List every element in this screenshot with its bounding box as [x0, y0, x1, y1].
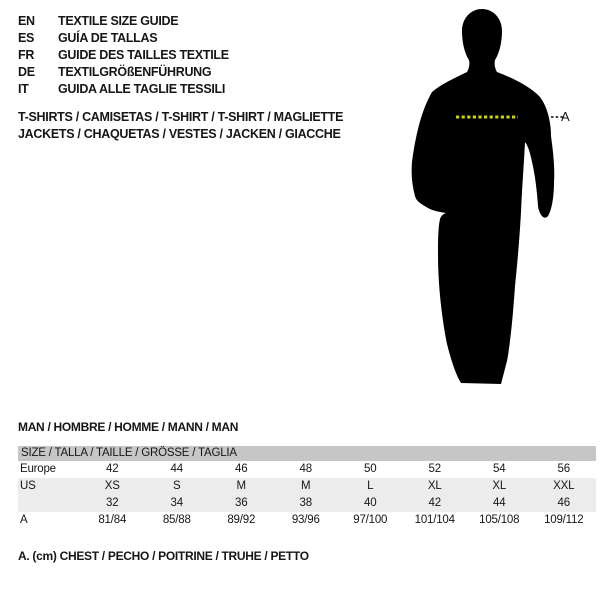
size-table-header: SIZE / TALLA / TAILLE / GRÖSSE / TAGLIA — [18, 446, 596, 461]
size-cell: 42 — [106, 463, 119, 475]
size-table — [18, 446, 596, 529]
size-cell: 52 — [428, 463, 441, 475]
size-cell: 32 — [106, 497, 119, 509]
size-cell: 89/92 — [227, 514, 256, 526]
language-title: GUÍA DE TALLAS — [58, 31, 158, 45]
size-cell: 97/100 — [353, 514, 388, 526]
section-title: MAN / HOMBRE / HOMME / MANN / MAN — [18, 420, 239, 434]
category-line-jackets: JACKETS / CHAQUETAS / VESTES / JACKEN / GIACCHE — [18, 126, 341, 141]
size-cell: 101/104 — [414, 514, 455, 526]
language-row — [18, 30, 229, 47]
language-code: DE — [18, 65, 35, 79]
measurement-footnote: A. (cm) CHEST / PECHO / POITRINE / TRUHE / PETTO — [18, 549, 309, 563]
size-cell: 93/96 — [291, 514, 320, 526]
man-silhouette — [405, 5, 565, 387]
size-cell: 81/84 — [98, 514, 127, 526]
size-cell: L — [367, 480, 374, 492]
size-cell: 54 — [493, 463, 506, 475]
language-title: TEXTILE SIZE GUIDE — [58, 14, 179, 28]
language-row — [18, 47, 229, 64]
size-cell: 40 — [364, 497, 377, 509]
language-row — [18, 64, 229, 81]
size-cell: 56 — [557, 463, 570, 475]
row-label: A — [20, 514, 28, 526]
size-cell: XL — [492, 480, 507, 492]
size-cell: 105/108 — [479, 514, 520, 526]
size-cell: 46 — [235, 463, 248, 475]
row-label: Europe — [20, 463, 56, 475]
language-code: IT — [18, 82, 29, 96]
size-cell: XS — [104, 480, 120, 492]
size-cell: 38 — [299, 497, 312, 509]
row-label: US — [20, 480, 36, 492]
size-cell: 44 — [170, 463, 183, 475]
size-cell: 85/88 — [162, 514, 191, 526]
category-line-tshirts: T-SHIRTS / CAMISETAS / T-SHIRT / T-SHIRT / MAGLIETTE — [18, 110, 344, 124]
size-cell: 44 — [493, 497, 506, 509]
size-cell: 42 — [428, 497, 441, 509]
size-cell: 50 — [364, 463, 377, 475]
language-list — [18, 13, 229, 98]
size-cell: 36 — [235, 497, 248, 509]
row-label — [18, 495, 80, 512]
size-cell: S — [173, 480, 181, 492]
table-row-chest-a — [18, 512, 596, 529]
category-block — [18, 109, 343, 142]
table-row-us — [18, 478, 596, 495]
table-row-europe — [18, 461, 596, 478]
man-silhouette-shape — [412, 9, 555, 384]
language-row — [18, 81, 229, 98]
language-title: GUIDA ALLE TAGLIE TESSILI — [58, 82, 226, 96]
language-code: ES — [18, 31, 35, 45]
table-row-us-numeric — [18, 495, 596, 512]
size-cell: M — [301, 480, 311, 492]
size-cell: XL — [427, 480, 442, 492]
size-cell: 46 — [557, 497, 570, 509]
size-cell: 48 — [299, 463, 312, 475]
language-title: GUIDE DES TAILLES TEXTILE — [58, 48, 229, 62]
size-cell: 34 — [170, 497, 183, 509]
language-code: EN — [18, 14, 35, 28]
size-cell: 109/112 — [544, 514, 584, 526]
language-row — [18, 13, 229, 30]
size-cell: M — [236, 480, 246, 492]
language-title: TEXTILGRÖßENFÜHRUNG — [58, 65, 212, 79]
measure-label-a: A — [561, 109, 570, 124]
language-code: FR — [18, 48, 35, 62]
size-cell: XXL — [553, 480, 575, 492]
